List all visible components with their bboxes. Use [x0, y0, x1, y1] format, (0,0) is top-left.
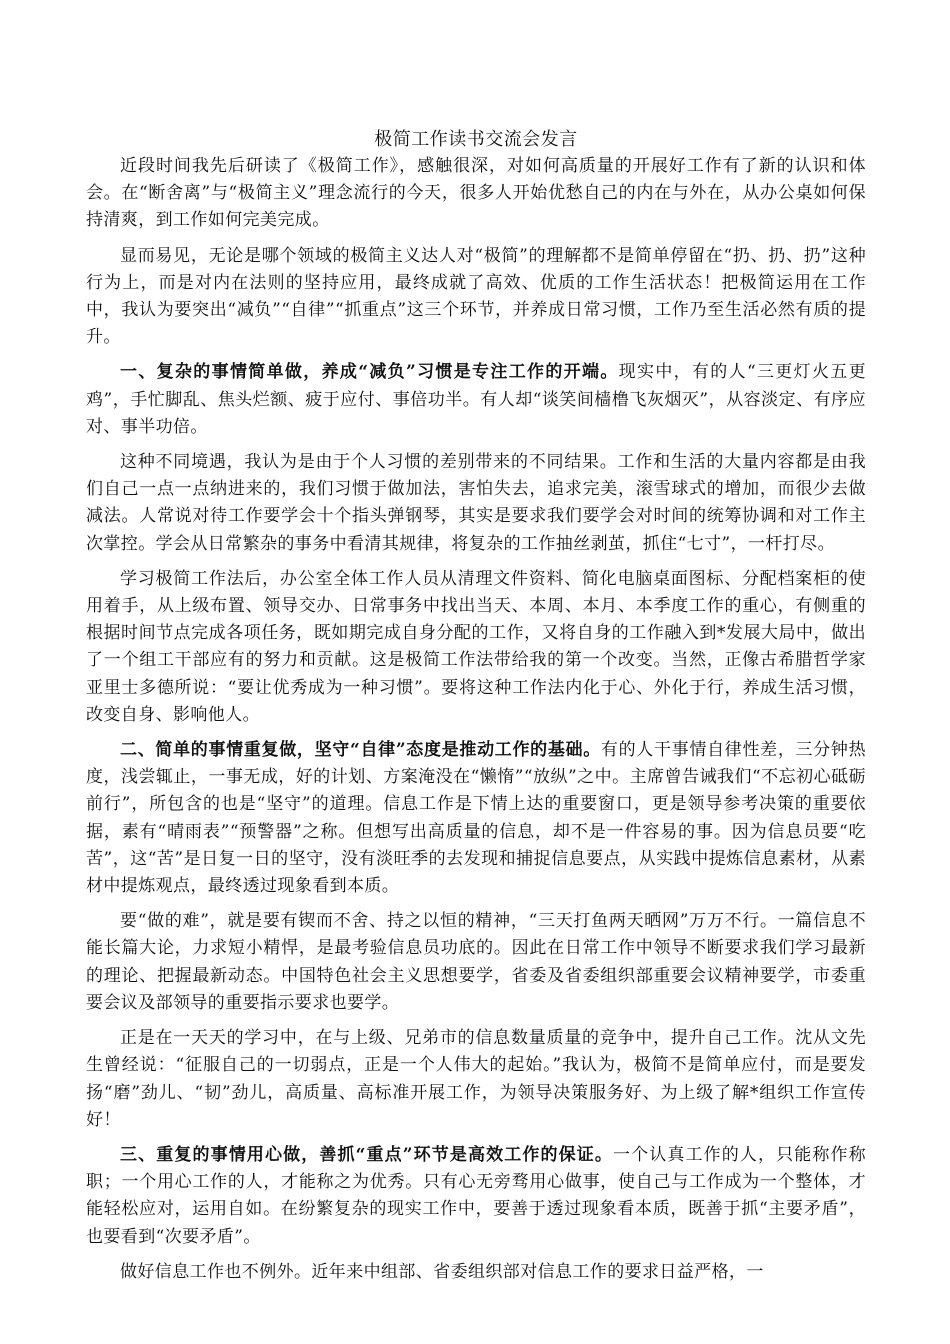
paragraph-text: 有的人干事情自律性差，三分钟热度，浅尝辄止，一事无成，好的计划、方案淹没在“懒惰”“放纵”之中。主席曾告诫我们“不忘初心砥砺前行”，所包含的也是“坚守”的道理。信息工作是下情上达的重要窗口，更是领导参考决策的重要依据，素有“晴雨表”“预警器”之称。但想写出高质量的信息，却不是一件容易的事。因为信息员要“吃苦”，这“苦”是日复一日的坚守，没有淡旺季的去发现和捕捉信息要点，从实践中提炼信息素材，从素材中提炼观点，最终透过现象看到本质。	[86, 740, 866, 897]
section-heading-three: 三、重复的事情用心做，善抓“重点”环节是高效工作的保证。	[120, 1144, 613, 1165]
paragraph-8	[86, 1025, 866, 1134]
paragraph-text: 显而易见，无论是哪个领域的极简主义达人对“极简”的理解都不是简单停留在“扔、扔、扔”这种行为上，而是对内在法则的坚持应用，最终成就了高效、优质的工作生活状态！把极简运用在工作中，我认为要突出“减负”“自律”“抓重点”这三个环节，并养成日常习惯，工作乃至生活必然有质的提升。	[86, 245, 866, 348]
paragraph-text: 近段时间我先后研读了《极简工作》，感触很深，对如何高质量的开展好工作有了新的认识和体会。在“断舍离”与“极简主义”理念流行的今天，很多人开始优愁自己的内在与外在，从办公桌如何保持清爽，到工作如何完美完成。	[86, 156, 866, 231]
section-heading-one: 一、复杂的事情简单做，养成“减负”习惯是专注工作的开端。	[120, 362, 619, 383]
section-one-paragraph	[86, 359, 866, 441]
paragraph-text: 正是在一天天的学习中，在与上级、兄弟市的信息数量质量的竞争中，提升自己工作。沈从文先生曾经说：“征服自己的一切弱点，正是一个人伟大的起始。”我认为，极简不是简单应付，而是要发扬“磨”劲儿、“韧”劲儿，高质量、高标准开展工作，为领导决策服务好、为上级了解*组织工作宣传好！	[86, 1028, 866, 1130]
paragraph-1	[86, 153, 866, 235]
document-title: 极简工作读书交流会发言	[374, 129, 578, 150]
paragraph-2	[86, 243, 866, 352]
paragraph-4	[86, 449, 866, 558]
paragraph-7	[86, 908, 866, 1017]
section-two-paragraph	[86, 737, 866, 900]
section-heading-two: 二、简单的事情重复做，坚守“自律”态度是推动工作的基础。	[120, 740, 601, 761]
paragraph-text: 学习极简工作法后，办公室全体工作人员从清理文件资料、简化电脑桌面图标、分配档案柜的使用着手，从上级布置、领导交办、日常事务中找出当天、本周、本月、本季度工作的重心，有侧重的根据时间节点完成各项任务，既如期完成自身分配的工作，又将自身的工作融入到*发展大局中，做出了一个组工干部应有的努力和贡献。这是极简工作法带给我的第一个改变。当然，正像古希腊哲学家亚里士多德所说：“要让优秀成为一种习惯”。要将这种工作法内化于心、外化于行，养成生活习惯，改变自身、影响他人。	[86, 568, 866, 725]
paragraph-text: 现实中，有的人“三更灯火五更鸡”，手忙脚乱、焦头烂额、疲于应付、事倍功半。有人却“谈笑间樯橹飞灰烟灭”，从容淡定、有序应对、事半功倍。	[86, 362, 866, 437]
paragraph-10	[86, 1259, 866, 1286]
paragraph-text: 做好信息工作也不例外。近年来中组部、省委组织部对信息工作的要求日益严格，一	[120, 1261, 764, 1282]
paragraph-text: 这种不同境遇，我认为是由于个人习惯的差别带来的不同结果。工作和生活的大量内容都是由我们自己一点一点纳进来的，我们习惯于做加法，害怕失去，追求完美，滚雪球式的增加，而很少去做减法。人常说对待工作要学会十个指头弹钢琴，其实是要求我们要学会对时间的统筹协调和对工作主次掌控。学会从日常繁杂的事务中看清其规律，将复杂的工作抽丝剥茧，抓住“七寸”，一杆打尽。	[86, 452, 866, 554]
paragraph-text: 一个认真工作的人，只能称作称职；一个用心工作的人，才能称之为优秀。只有心无旁骛用心做事，使自己与工作成为一个整体，才能轻松应对，运用自如。在纷繁复杂的现实工作中，要善于透过现象看本质，既善于抓“主要矛盾”，也要看到“次要矛盾”。	[86, 1144, 866, 1247]
paragraph-5	[86, 566, 866, 729]
paragraph-text: 要“做的难”，就是要有锲而不舍、持之以恒的精神，“三天打鱼两天晒网”万万不行。一篇信息不能长篇大论，力求短小精悍，是最考验信息员功底的。因此在日常工作中领导不断要求我们学习最新的理论、把握最新动态。中国特色社会主义思想要学，省委及省委组织部重要会议精神要学，市委重要会议及部领导的重要指示要求也要学。	[86, 911, 866, 1013]
document-page	[86, 127, 866, 1294]
section-three-paragraph	[86, 1142, 866, 1251]
